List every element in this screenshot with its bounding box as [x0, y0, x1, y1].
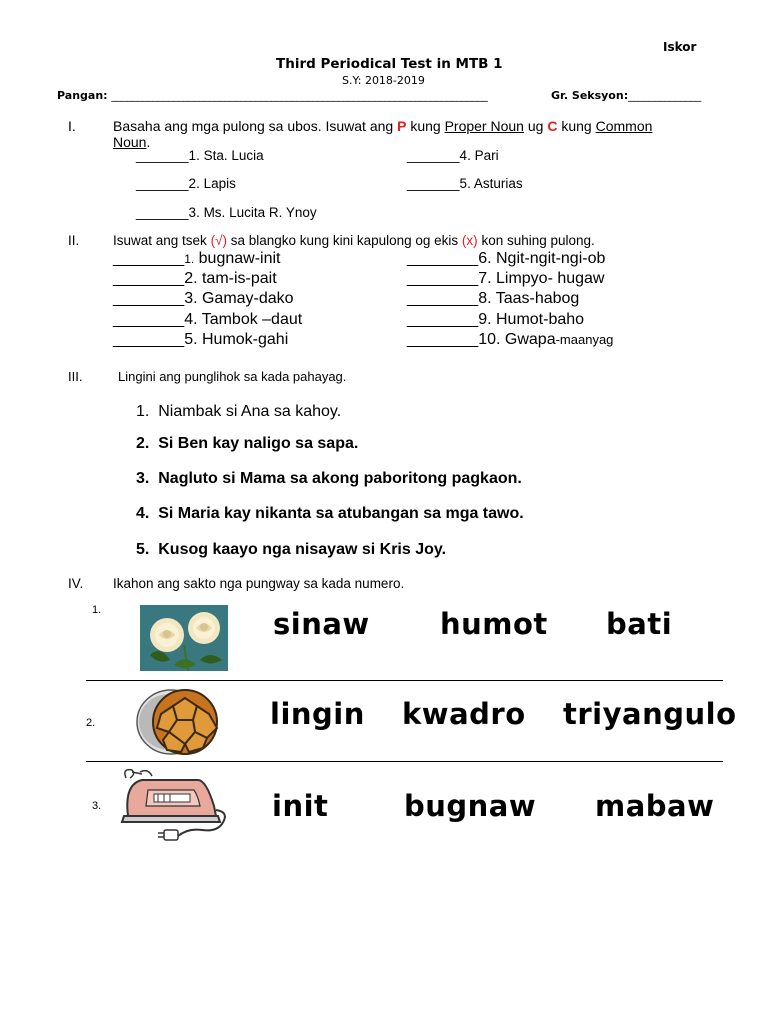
ball-image — [133, 688, 221, 756]
sentence-2[interactable]: 2. Si Ben kay naligo sa sapa. — [136, 435, 359, 452]
choice-mabaw[interactable]: mabaw — [595, 789, 715, 823]
part1-instruction: Basaha ang mga pulong sa ubos. Isuwat ang P kung Proper Noun ug C kung Common Noun. — [113, 118, 653, 150]
choice-sinaw[interactable]: sinaw — [273, 607, 370, 641]
choice-triyangulo[interactable]: triyangulo — [563, 697, 737, 731]
part1-item-5[interactable]: _______5. Asturias — [407, 176, 523, 191]
part2-item-4[interactable]: ________4. Tambok –daut — [113, 311, 303, 328]
part1-item-1[interactable]: _______1. Sta. Lucia — [136, 148, 264, 163]
section-label: Gr. Seksyon: — [551, 89, 629, 102]
choice-bugnaw[interactable]: bugnaw — [404, 789, 537, 823]
choice-bati[interactable]: bati — [606, 607, 673, 641]
part1-item-2[interactable]: _______2. Lapis — [136, 176, 236, 191]
choice-lingin[interactable]: lingin — [270, 697, 365, 731]
row1-number: 1. — [92, 604, 102, 616]
part1-item-3[interactable]: _______3. Ms. Lucita R. Ynoy — [136, 205, 317, 220]
part2-item-7[interactable]: ________7. Limpyo- hugaw — [407, 270, 605, 287]
name-blank: _________________________________________________________________________ — [111, 89, 488, 102]
part2-instruction: Isuwat ang tsek (√) sa blangko kung kini kapulong og ekis (x) kon suhing pulong. — [113, 233, 595, 248]
school-year: S.Y: 2018-2019 — [342, 74, 425, 87]
sentence-5[interactable]: 5. Kusog kaayo nga nisayaw si Kris Joy. — [136, 541, 447, 558]
part2-item-6[interactable]: ________6. Ngit-ngit-ngi-ob — [407, 250, 606, 267]
part2-item-10[interactable]: ________10. Gwapa-maanyag — [407, 331, 614, 348]
part4-instruction: Ikahon ang sakto nga pungway sa kada numero. — [113, 576, 405, 591]
part4-number: IV. — [68, 576, 84, 591]
part3-number: III. — [68, 369, 83, 384]
flat-iron-image — [118, 766, 230, 842]
row3-number: 3. — [92, 800, 102, 812]
part2-item-2[interactable]: ________2. tam-is-pait — [113, 270, 277, 287]
name-field[interactable] — [57, 89, 487, 102]
part2-item-8[interactable]: ________8. Taas-habog — [407, 290, 580, 307]
row2-number: 2. — [86, 717, 96, 729]
score-label: Iskor — [663, 40, 697, 54]
roses-image — [140, 605, 228, 671]
choice-humot[interactable]: humot — [440, 607, 548, 641]
part2-number: II. — [68, 233, 80, 248]
section-field[interactable] — [551, 89, 701, 102]
part1-number: I. — [68, 118, 76, 134]
part2-item-5[interactable]: ________5. Humok-gahi — [113, 331, 289, 348]
row-divider-2 — [86, 761, 723, 762]
part2-item-9[interactable]: ________9. Humot-baho — [407, 311, 585, 328]
sentence-3[interactable]: 3. Nagluto si Mama sa akong paboritong pagkaon. — [136, 470, 522, 487]
sentence-1[interactable]: 1. Niambak si Ana sa kahoy. — [136, 403, 342, 420]
name-label: Pangan: — [57, 89, 108, 102]
row-divider-1 — [86, 680, 723, 681]
part2-item-3[interactable]: ________3. Gamay-dako — [113, 290, 294, 307]
choice-kwadro[interactable]: kwadro — [402, 697, 526, 731]
choice-init[interactable]: init — [272, 789, 329, 823]
section-blank: ______________ — [628, 89, 701, 102]
part1-item-4[interactable]: _______4. Pari — [407, 148, 499, 163]
sentence-4[interactable]: 4. Si Maria kay nikanta sa atubangan sa mga tawo. — [136, 505, 524, 522]
test-title: Third Periodical Test in MTB 1 — [276, 56, 503, 72]
part2-item-1[interactable]: ________1. bugnaw-init — [113, 250, 281, 267]
part3-instruction: Lingini ang punglihok sa kada pahayag. — [118, 369, 347, 384]
